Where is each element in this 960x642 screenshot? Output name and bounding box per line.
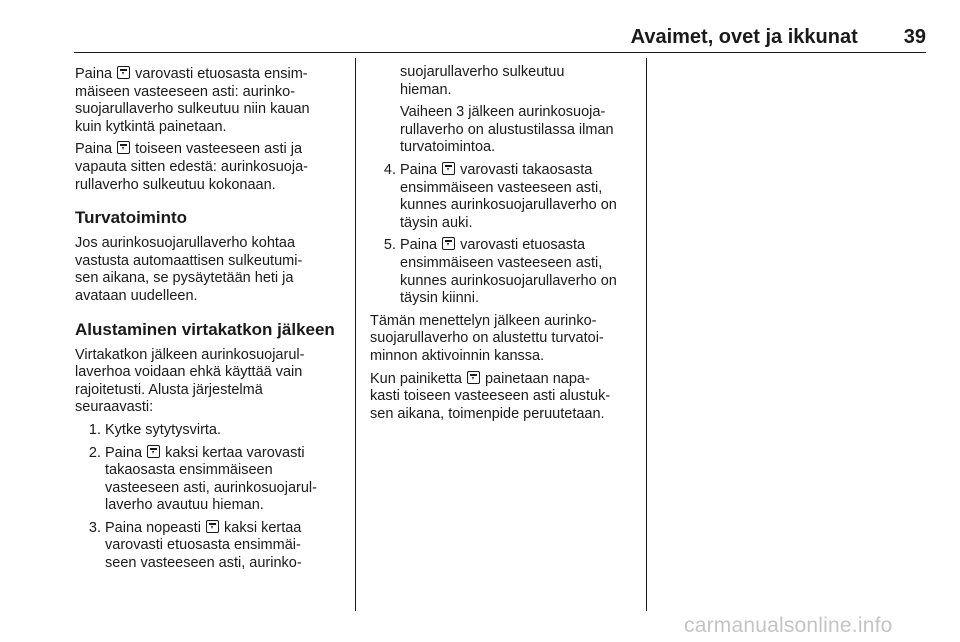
paragraph-initialised: Tämän menettelyn jälkeen aurinko- suojarullaverho on alustettu turvatoi- minnon aktivoinnin kanssa. xyxy=(370,312,604,364)
list-item-step-3: 3. Paina nopeasti kaksi kertaa varovasti etuosasta ensimmäi- seen vasteeseen asti, aurinko- xyxy=(88,519,302,572)
note-after-step-3: Vaiheen 3 jälkeen aurinkosuoja- rullaverho on alustustilassa ilman turvatoimintoa. xyxy=(400,104,614,156)
sunblind-switch-icon xyxy=(442,237,455,250)
paragraph-press-first-stop: Paina varovasti etuosasta ensim- mäiseen vasteeseen asti: aurinko- suojarullaverho sulkeutuu niin kauan kuin kytkintä painetaan. xyxy=(75,66,310,135)
sunblind-switch-icon xyxy=(117,66,130,79)
column-1 xyxy=(75,66,345,578)
list-item-step-2: 2. Paina kaksi kertaa varovasti takaosasta ensimmäiseen vasteeseen asti, aurinkosuojarul- laverho avautuu hieman. xyxy=(88,444,317,514)
column-divider-right xyxy=(646,58,647,611)
page-header xyxy=(74,25,926,49)
list-item-step-3-continued: suojarullaverho sulkeutuu hieman. xyxy=(400,64,565,98)
paragraph-safety-function: Jos aurinkosuojarullaverho kohtaa vastusta automaattisen sulkeutumi- sen aikana, se pysäytetään heti ja avataan uudelleen. xyxy=(75,235,303,304)
column-divider-left xyxy=(355,58,356,611)
steps-list-1 xyxy=(75,422,345,573)
list-item-step-5: 5. Paina varovasti etuosasta ensimmäiseen vasteeseen asti, kunnes aurinkosuojarullaverho on täysin kiinni. xyxy=(383,237,617,307)
header-rule xyxy=(74,52,926,53)
sunblind-switch-icon xyxy=(117,141,130,154)
watermark: carmanualsonline.info xyxy=(684,614,893,637)
heading-initialisation: Alustaminen virtakatkon jälkeen xyxy=(75,319,335,339)
paragraph-initialisation-intro: Virtakatkon jälkeen aurinkosuojarul- laverhoa voidaan ehkä käyttää vain rajoitetusti. Alusta järjestelmä seuraavasti: xyxy=(75,346,305,416)
sunblind-switch-icon xyxy=(147,445,160,458)
page-number: 39 xyxy=(903,26,926,48)
sunblind-switch-icon xyxy=(442,162,455,175)
sunblind-switch-icon xyxy=(467,371,480,384)
heading-safety-function: Turvatoiminto xyxy=(75,208,188,228)
paragraph-cancel: Kun painiketta painetaan napa- kasti toiseen vasteeseen asti alustuk- sen aikana, toimenpide peruutetaan. xyxy=(370,370,611,422)
sunblind-switch-icon xyxy=(206,520,219,533)
page-title: Avaimet, ovet ja ikkunat xyxy=(630,26,858,48)
list-item-step-4: 4. Paina varovasti takaosasta ensimmäiseen vasteeseen asti, kunnes aurinkosuojarullaverho on täysin auki. xyxy=(383,161,617,231)
column-2 xyxy=(370,64,638,428)
paragraph-press-second-stop: Paina toiseen vasteeseen asti ja vapauta sitten edestä: aurinkosuoja- rullaverho sulkeutuu kokonaan. xyxy=(75,141,308,193)
list-item-step-1: 1. Kytke sytytysvirta. xyxy=(88,421,222,438)
